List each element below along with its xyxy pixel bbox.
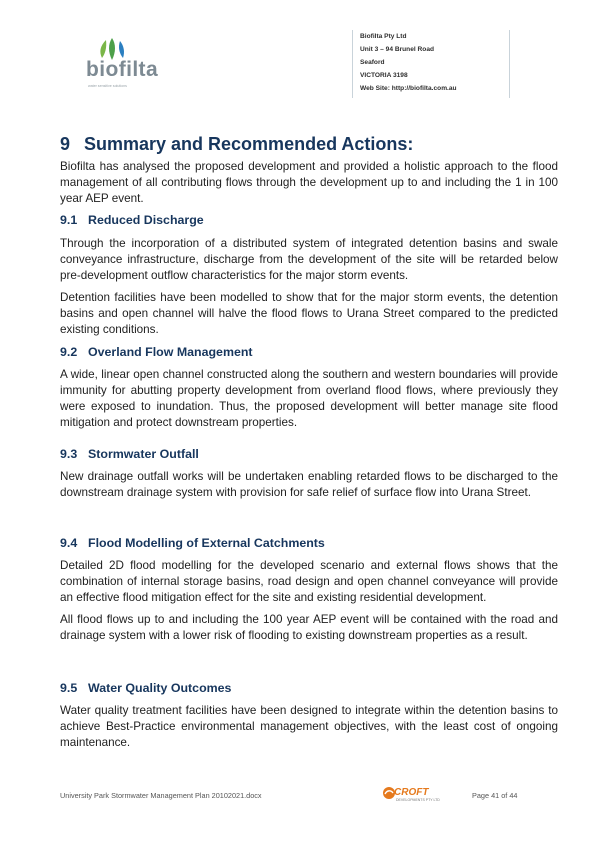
subsection-heading-9-1 bbox=[60, 213, 204, 227]
page-number: Page 41 of 44 bbox=[472, 791, 518, 800]
paragraph: Through the incorporation of a distributed system of integrated detention basins and swale conveyance infrastructure, discharge from the development of the site will be retarded below pre-development outflow characteristics for the major storm events. bbox=[60, 237, 558, 283]
subsection-title: Overland Flow Management bbox=[88, 345, 253, 359]
paragraph: Water quality treatment facilities have been designed to integrate within the detention basins to achieve Best-Practice environmental management objectives, with the least cost of ongoing maintenance. bbox=[60, 704, 558, 750]
logo-wordmark: biofilta bbox=[86, 58, 159, 81]
subsection-number: 9.5 bbox=[60, 681, 78, 695]
footer-document-name: University Park Stormwater Management Plan 20102021.docx bbox=[60, 791, 262, 800]
croft-wordmark: CROFT bbox=[394, 787, 429, 798]
address-line: VICTORIA 3198 bbox=[360, 72, 408, 79]
subsection-title: Reduced Discharge bbox=[88, 213, 204, 227]
croft-logo bbox=[382, 786, 444, 806]
company-address bbox=[352, 30, 510, 98]
subsection-title: Water Quality Outcomes bbox=[88, 681, 232, 695]
section-title: Summary and Recommended Actions: bbox=[84, 134, 414, 154]
address-line: Seaford bbox=[360, 59, 385, 66]
address-line: Web Site: http://biofilta.com.au bbox=[360, 85, 457, 92]
address-line: Unit 3 – 94 Brunel Road bbox=[360, 46, 435, 53]
page-footer bbox=[60, 787, 540, 810]
paragraph: New drainage outfall works will be undertaken enabling retarded flows to be discharged to the downstream drainage system with provision for safe relief of surface flow into Urana Street. bbox=[60, 470, 558, 500]
subsection-heading-9-3 bbox=[60, 447, 199, 461]
subsection-heading-9-2 bbox=[60, 345, 253, 359]
paragraph: All flood flows up to and including the 100 year AEP event will be contained with the road and drainage system with a lower risk of flooding to existing downstream properties as a result. bbox=[60, 613, 558, 643]
subsection-number: 9.2 bbox=[60, 345, 78, 359]
paragraph: Detailed 2D flood modelling for the developed scenario and external flows shows that the combination of internal storage basins, road design and open channel conveyance will provide an effective flood mitigation effect for the site and existing residential development. bbox=[60, 559, 558, 605]
subsection-title: Flood Modelling of External Catchments bbox=[88, 536, 325, 550]
subsection-number: 9.3 bbox=[60, 447, 78, 461]
logo-tagline: water sensitive solutions bbox=[88, 84, 127, 88]
address-line: Biofilta Pty Ltd bbox=[360, 33, 407, 40]
paragraph: Detention facilities have been modelled to show that for the major storm events, the detention basins and open channel will halve the flood flows to Urana Street compared to the predicted existing conditions. bbox=[60, 291, 558, 337]
subsection-number: 9.4 bbox=[60, 536, 78, 550]
section-number: 9 bbox=[60, 134, 71, 154]
subsection-number: 9.1 bbox=[60, 213, 78, 227]
biofilta-logo bbox=[86, 38, 178, 94]
section-heading bbox=[60, 134, 413, 155]
croft-subtext: DEVELOPMENTS PTY LTD bbox=[396, 798, 440, 802]
section-intro: Biofilta has analysed the proposed development and provided a holistic approach to the flood management of all contributing flows through the development up to and including the 1 in 100 year AEP event. bbox=[60, 160, 558, 206]
subsection-heading-9-5 bbox=[60, 681, 231, 695]
subsection-heading-9-4 bbox=[60, 536, 325, 550]
paragraph: A wide, linear open channel constructed along the southern and western boundaries will provide immunity for abutting property development from overland flood flows, where previously they were exposed to inundation. Thus, the proposed development will better manage site flood mitigation and protect downstream properties. bbox=[60, 368, 558, 430]
subsection-title: Stormwater Outfall bbox=[88, 447, 199, 461]
